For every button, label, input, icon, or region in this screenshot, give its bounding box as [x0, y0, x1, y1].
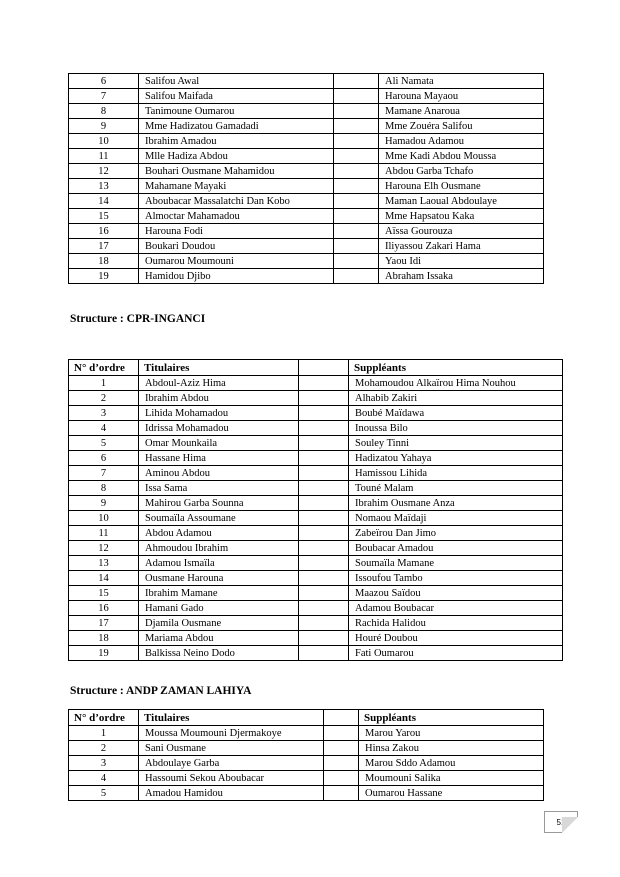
order-number-cell: 15 [69, 586, 139, 601]
table-row [69, 74, 544, 89]
spacer-cell [324, 771, 359, 786]
table-row [69, 209, 544, 224]
suppleant-cell: Hinsa Zakou [359, 741, 544, 756]
titulaire-cell: Moussa Moumouni Djermakoye [139, 726, 324, 741]
titulaire-cell: Issa Sama [139, 481, 299, 496]
titulaire-cell: Idrissa Mohamadou [139, 421, 299, 436]
suppleant-cell: Issoufou Tambo [349, 571, 563, 586]
header-titulaires: Titulaires [139, 360, 299, 376]
page-fold-icon [562, 817, 578, 833]
spacer-cell [334, 134, 379, 149]
members-table-andp-zaman-lahiya [68, 709, 544, 801]
titulaire-cell: Ousmane Harouna [139, 571, 299, 586]
suppleant-cell: Maman Laoual Abdoulaye [379, 194, 544, 209]
spacer-cell [299, 586, 349, 601]
spacer-cell [324, 726, 359, 741]
order-number-cell: 1 [69, 726, 139, 741]
members-table-cpr-inganci [68, 359, 563, 661]
table-row [69, 134, 544, 149]
spacer-cell [324, 786, 359, 801]
titulaire-cell: Amadou Hamidou [139, 786, 324, 801]
spacer-cell [299, 436, 349, 451]
titulaire-cell: Almoctar Mahamadou [139, 209, 334, 224]
order-number-cell: 9 [69, 496, 139, 511]
spacer-cell [299, 451, 349, 466]
titulaire-cell: Hamani Gado [139, 601, 299, 616]
spacer-cell [324, 741, 359, 756]
table-row [69, 646, 563, 661]
titulaire-cell: Mme Hadizatou Gamadadi [139, 119, 334, 134]
order-number-cell: 4 [69, 771, 139, 786]
spacer-cell [334, 164, 379, 179]
suppleant-cell: Ali Namata [379, 74, 544, 89]
table-row [69, 239, 544, 254]
order-number-cell: 11 [69, 149, 139, 164]
order-number-cell: 7 [69, 466, 139, 481]
members-table-continued [68, 73, 544, 284]
table-row [69, 526, 563, 541]
titulaire-cell: Hamidou Djibo [139, 269, 334, 284]
table-row [69, 451, 563, 466]
table-row [69, 786, 544, 801]
suppleant-cell: Nomaou Maïdaji [349, 511, 563, 526]
suppleant-cell: Aïssa Gourouza [379, 224, 544, 239]
structure-label-andp-zaman-lahiya: Structure : ANDP ZAMAN LAHIYA [70, 685, 252, 697]
suppleant-cell: Maazou Saïdou [349, 586, 563, 601]
order-number-cell: 14 [69, 194, 139, 209]
table-row [69, 269, 544, 284]
titulaire-cell: Ibrahim Mamane [139, 586, 299, 601]
suppleant-cell: Hamissou Lihida [349, 466, 563, 481]
table-row [69, 616, 563, 631]
spacer-cell [299, 646, 349, 661]
spacer-cell [299, 376, 349, 391]
spacer-cell [334, 149, 379, 164]
suppleant-cell: Fati Oumarou [349, 646, 563, 661]
order-number-cell: 9 [69, 119, 139, 134]
order-number-cell: 3 [69, 406, 139, 421]
table-row [69, 726, 544, 741]
table-row [69, 511, 563, 526]
table-row [69, 224, 544, 239]
order-number-cell: 17 [69, 616, 139, 631]
titulaire-cell: Mahamane Mayaki [139, 179, 334, 194]
header-suppleants: Suppléants [359, 710, 544, 726]
structure-label-cpr-inganci: Structure : CPR-INGANCI [70, 313, 206, 325]
table-row [69, 571, 563, 586]
order-number-cell: 19 [69, 646, 139, 661]
order-number-cell: 1 [69, 376, 139, 391]
suppleant-cell: Soumaïla Mamane [349, 556, 563, 571]
titulaire-cell: Ibrahim Amadou [139, 134, 334, 149]
order-number-cell: 4 [69, 421, 139, 436]
table-row [69, 89, 544, 104]
spacer-cell [299, 496, 349, 511]
titulaire-cell: Harouna Fodi [139, 224, 334, 239]
titulaire-cell: Tanimoune Oumarou [139, 104, 334, 119]
suppleant-cell: Mohamoudou Alkaïrou Hima Nouhou [349, 376, 563, 391]
spacer-cell [299, 571, 349, 586]
titulaire-cell: Aboubacar Massalatchi Dan Kobo [139, 194, 334, 209]
titulaire-cell: Abdou Adamou [139, 526, 299, 541]
table-row [69, 481, 563, 496]
table-row [69, 586, 563, 601]
header-spacer [299, 360, 349, 376]
spacer-cell [299, 601, 349, 616]
table-row [69, 376, 563, 391]
titulaire-cell: Abdoulaye Garba [139, 756, 324, 771]
suppleant-cell: Hamadou Adamou [379, 134, 544, 149]
page-number-badge [544, 811, 578, 833]
suppleant-cell: Houré Doubou [349, 631, 563, 646]
order-number-cell: 11 [69, 526, 139, 541]
spacer-cell [299, 481, 349, 496]
table-row [69, 496, 563, 511]
titulaire-cell: Salifou Awal [139, 74, 334, 89]
order-number-cell: 3 [69, 756, 139, 771]
suppleant-cell: Oumarou Hassane [359, 786, 544, 801]
titulaire-cell: Ahmoudou Ibrahim [139, 541, 299, 556]
suppleant-cell: Yaou Idi [379, 254, 544, 269]
suppleant-cell: Zabeïrou Dan Jimo [349, 526, 563, 541]
spacer-cell [299, 631, 349, 646]
spacer-cell [299, 421, 349, 436]
order-number-cell: 18 [69, 254, 139, 269]
suppleant-cell: Mme Kadi Abdou Moussa [379, 149, 544, 164]
titulaire-cell: Djamila Ousmane [139, 616, 299, 631]
order-number-cell: 18 [69, 631, 139, 646]
spacer-cell [334, 194, 379, 209]
table-row [69, 254, 544, 269]
titulaire-cell: Ibrahim Abdou [139, 391, 299, 406]
header-ordre: N° d’ordre [69, 360, 139, 376]
spacer-cell [334, 104, 379, 119]
table-row [69, 466, 563, 481]
order-number-cell: 7 [69, 89, 139, 104]
order-number-cell: 16 [69, 224, 139, 239]
spacer-cell [299, 556, 349, 571]
suppleant-cell: Hadizatou Yahaya [349, 451, 563, 466]
titulaire-cell: Mariama Abdou [139, 631, 299, 646]
table-row [69, 756, 544, 771]
spacer-cell [299, 526, 349, 541]
spacer-cell [334, 224, 379, 239]
suppleant-cell: Marou Sddo Adamou [359, 756, 544, 771]
titulaire-cell: Lihida Mohamadou [139, 406, 299, 421]
suppleant-cell: Abraham Issaka [379, 269, 544, 284]
titulaire-cell: Aminou Abdou [139, 466, 299, 481]
table-row [69, 164, 544, 179]
order-number-cell: 12 [69, 541, 139, 556]
order-number-cell: 13 [69, 556, 139, 571]
order-number-cell: 2 [69, 391, 139, 406]
table-row [69, 119, 544, 134]
suppleant-cell: Mme Hapsatou Kaka [379, 209, 544, 224]
order-number-cell: 10 [69, 511, 139, 526]
spacer-cell [299, 466, 349, 481]
spacer-cell [334, 254, 379, 269]
spacer-cell [334, 89, 379, 104]
header-spacer [324, 710, 359, 726]
order-number-cell: 10 [69, 134, 139, 149]
suppleant-cell: Ibrahim Ousmane Anza [349, 496, 563, 511]
order-number-cell: 19 [69, 269, 139, 284]
order-number-cell: 6 [69, 451, 139, 466]
spacer-cell [299, 406, 349, 421]
table-row [69, 741, 544, 756]
header-titulaires: Titulaires [139, 710, 324, 726]
table-row [69, 601, 563, 616]
titulaire-cell: Mlle Hadiza Abdou [139, 149, 334, 164]
titulaire-cell: Omar Mounkaila [139, 436, 299, 451]
suppleant-cell: Mamane Anaroua [379, 104, 544, 119]
suppleant-cell: Souley Tinni [349, 436, 563, 451]
suppleant-cell: Marou Yarou [359, 726, 544, 741]
order-number-cell: 8 [69, 481, 139, 496]
order-number-cell: 5 [69, 436, 139, 451]
suppleant-cell: Adamou Boubacar [349, 601, 563, 616]
titulaire-cell: Soumaïla Assoumane [139, 511, 299, 526]
header-ordre: N° d’ordre [69, 710, 139, 726]
spacer-cell [299, 511, 349, 526]
titulaire-cell: Hassane Hima [139, 451, 299, 466]
suppleant-cell: Rachida Halidou [349, 616, 563, 631]
spacer-cell [334, 74, 379, 89]
table-row [69, 556, 563, 571]
suppleant-cell: Touné Malam [349, 481, 563, 496]
table-row [69, 194, 544, 209]
spacer-cell [299, 391, 349, 406]
suppleant-cell: Boubé Maïdawa [349, 406, 563, 421]
spacer-cell [334, 179, 379, 194]
header-suppleants: Suppléants [349, 360, 563, 376]
order-number-cell: 12 [69, 164, 139, 179]
suppleant-cell: Boubacar Amadou [349, 541, 563, 556]
titulaire-cell: Adamou Ismaïla [139, 556, 299, 571]
suppleant-cell: Moumouni Salika [359, 771, 544, 786]
order-number-cell: 16 [69, 601, 139, 616]
titulaire-cell: Sani Ousmane [139, 741, 324, 756]
spacer-cell [324, 756, 359, 771]
order-number-cell: 15 [69, 209, 139, 224]
titulaire-cell: Oumarou Moumouni [139, 254, 334, 269]
order-number-cell: 6 [69, 74, 139, 89]
order-number-cell: 2 [69, 741, 139, 756]
order-number-cell: 13 [69, 179, 139, 194]
titulaire-cell: Bouhari Ousmane Mahamidou [139, 164, 334, 179]
table-row [69, 149, 544, 164]
spacer-cell [334, 239, 379, 254]
titulaire-cell: Boukari Doudou [139, 239, 334, 254]
suppleant-cell: Inoussa Bilo [349, 421, 563, 436]
titulaire-cell: Hassoumi Sekou Aboubacar [139, 771, 324, 786]
spacer-cell [334, 119, 379, 134]
titulaire-cell: Abdoul-Aziz Hima [139, 376, 299, 391]
titulaire-cell: Salifou Maifada [139, 89, 334, 104]
table-row [69, 104, 544, 119]
table-row [69, 771, 544, 786]
page-number: 51 [556, 817, 566, 827]
spacer-cell [299, 616, 349, 631]
titulaire-cell: Mahirou Garba Sounna [139, 496, 299, 511]
suppleant-cell: Iliyassou Zakari Hama [379, 239, 544, 254]
order-number-cell: 14 [69, 571, 139, 586]
table-row [69, 391, 563, 406]
table-row [69, 436, 563, 451]
suppleant-cell: Alhabib Zakiri [349, 391, 563, 406]
spacer-cell [299, 541, 349, 556]
suppleant-cell: Mme Zouéra Salifou [379, 119, 544, 134]
order-number-cell: 17 [69, 239, 139, 254]
spacer-cell [334, 269, 379, 284]
spacer-cell [334, 209, 379, 224]
table-row [69, 541, 563, 556]
titulaire-cell: Balkissa Neino Dodo [139, 646, 299, 661]
suppleant-cell: Harouna Mayaou [379, 89, 544, 104]
order-number-cell: 5 [69, 786, 139, 801]
suppleant-cell: Abdou Garba Tchafo [379, 164, 544, 179]
table-row [69, 631, 563, 646]
table-row [69, 421, 563, 436]
order-number-cell: 8 [69, 104, 139, 119]
suppleant-cell: Harouna Elh Ousmane [379, 179, 544, 194]
table-row [69, 179, 544, 194]
table-row [69, 406, 563, 421]
